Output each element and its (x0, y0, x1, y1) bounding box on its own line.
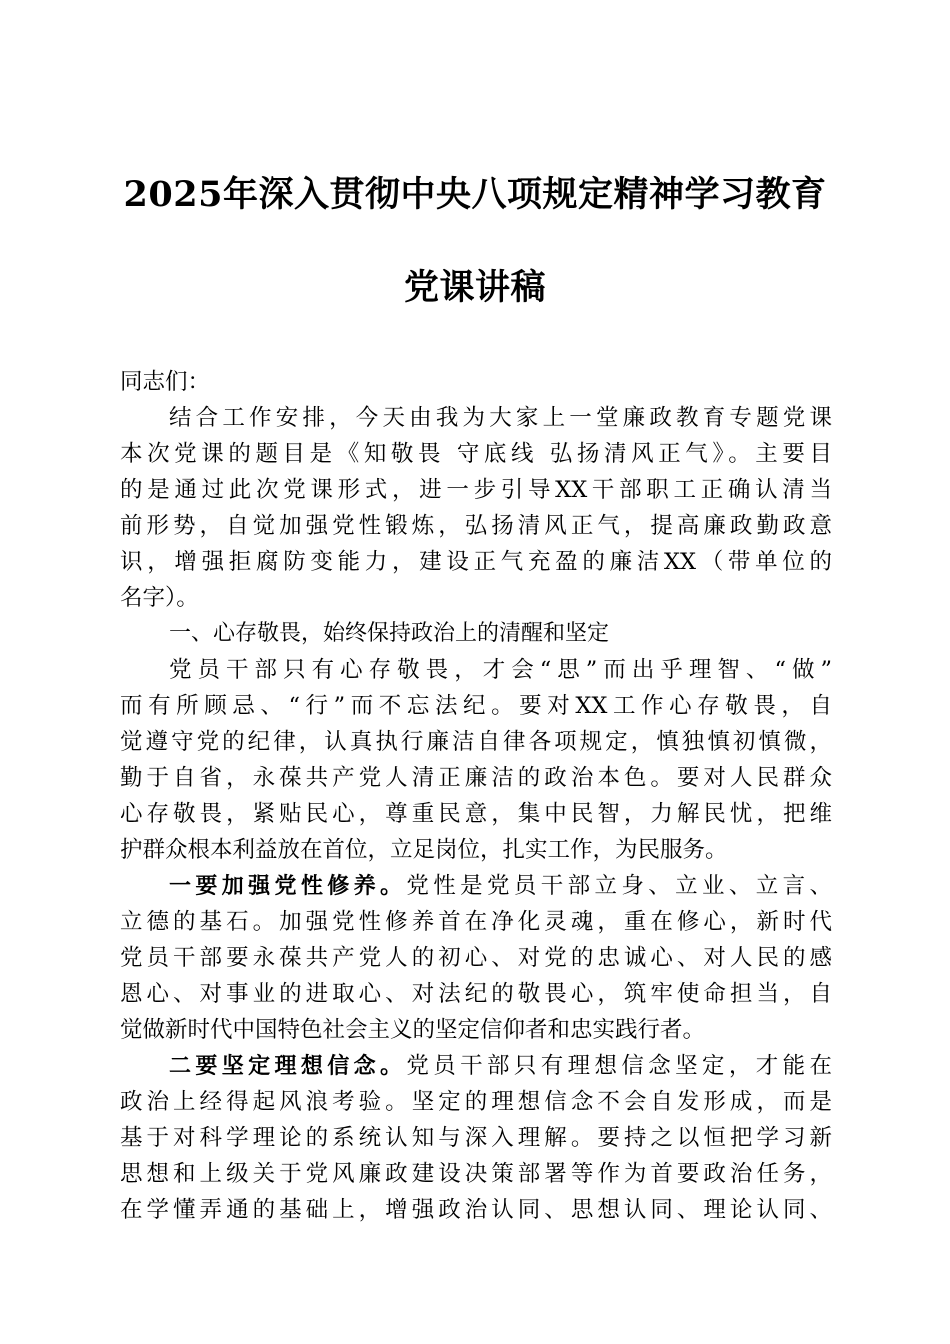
paragraph-line: 护群众根本利益放在首位，立足岗位，扎实工作，为民服务。 (120, 837, 728, 863)
paragraph-line: 结合工作安排，今天由我为大家上一堂廉政教育专题党课 (169, 405, 832, 431)
paragraph-line: 立德的基石。加强党性修养首在净化灵魂，重在修心，新时代 (120, 909, 832, 935)
paragraph-line: 政治上经得起风浪考验。坚定的理想信念不会自发形成，而是 (120, 1089, 832, 1115)
paragraph-party-spirit (120, 868, 832, 1048)
subheading-party-spirit: 一要加强党性修养。 (169, 874, 407, 899)
paragraph-line: 党员干部要永葆共产党人的初心、对党的忠诚心、对人民的感 (120, 945, 832, 971)
paragraph-line: 而有所顾忌、“行”而不忘法纪。要对XX工作心存敬畏，自 (120, 693, 832, 719)
paragraph-line: 党员干部只有心存敬畏，才会“思”而出乎理智、“做” (169, 657, 832, 683)
paragraph-line: 勤于自省，永葆共产党人清正廉洁的政治本色。要对人民群众 (120, 765, 832, 791)
document-body (120, 364, 832, 1228)
paragraph-line: 的是通过此次党课形式，进一步引导XX干部职工正确认清当 (120, 477, 832, 503)
paragraph-text: 党员干部只有理想信念坚定，才能在 (406, 1053, 832, 1079)
paragraph-line: 基于对科学理论的系统认知与深入理解。要持之以恒把学习新 (120, 1125, 832, 1151)
section-heading-1: 一、心存敬畏，始终保持政治上的清醒和坚定 (169, 621, 610, 646)
paragraph-line: 在学懂弄通的基础上，增强政治认同、思想认同、理论认同、 (120, 1197, 832, 1223)
paragraph-line: 恩心、对事业的进取心、对法纪的敬畏心，筑牢使命担当，自 (120, 981, 832, 1007)
paragraph-line: 思想和上级关于党风廉政建设决策部署等作为首要政治任务， (120, 1161, 832, 1187)
paragraph-section-1 (120, 652, 832, 868)
paragraph-line: 本次党课的题目是《知敬畏 守底线 弘扬清风正气》。主要目 (120, 441, 832, 467)
salutation: 同志们： (120, 369, 211, 395)
document-title-line-1: 2025年深入贯彻中央八项规定精神学习教育 (123, 174, 827, 215)
paragraph-line: 名字）。 (120, 585, 199, 611)
paragraph-line: 觉遵守党的纪律，认真执行廉洁自律各项规定，慎独慎初慎微， (120, 729, 832, 755)
paragraph-line: 心存敬畏，紧贴民心，尊重民意，集中民智，力解民忧，把维 (120, 801, 832, 827)
paragraph-line: 觉做新时代中国特色社会主义的坚定信仰者和忠实践行者。 (120, 1017, 706, 1043)
paragraph-line (120, 868, 832, 904)
paragraph-intro (120, 400, 832, 616)
paragraph-text: 党性是党员干部立身、立业、立言、 (406, 873, 832, 899)
paragraph-ideals (120, 1048, 832, 1228)
paragraph-line (120, 1048, 832, 1084)
subheading-ideals: 二要坚定理想信念。 (169, 1054, 407, 1079)
paragraph-line: 前形势，自觉加强党性锻炼，弘扬清风正气，提高廉政勤政意 (120, 513, 832, 539)
document-title-line-2: 党课讲稿 (403, 267, 546, 308)
paragraph-line: 识，增强拒腐防变能力，建设正气充盈的廉洁XX（带单位的 (120, 549, 832, 575)
